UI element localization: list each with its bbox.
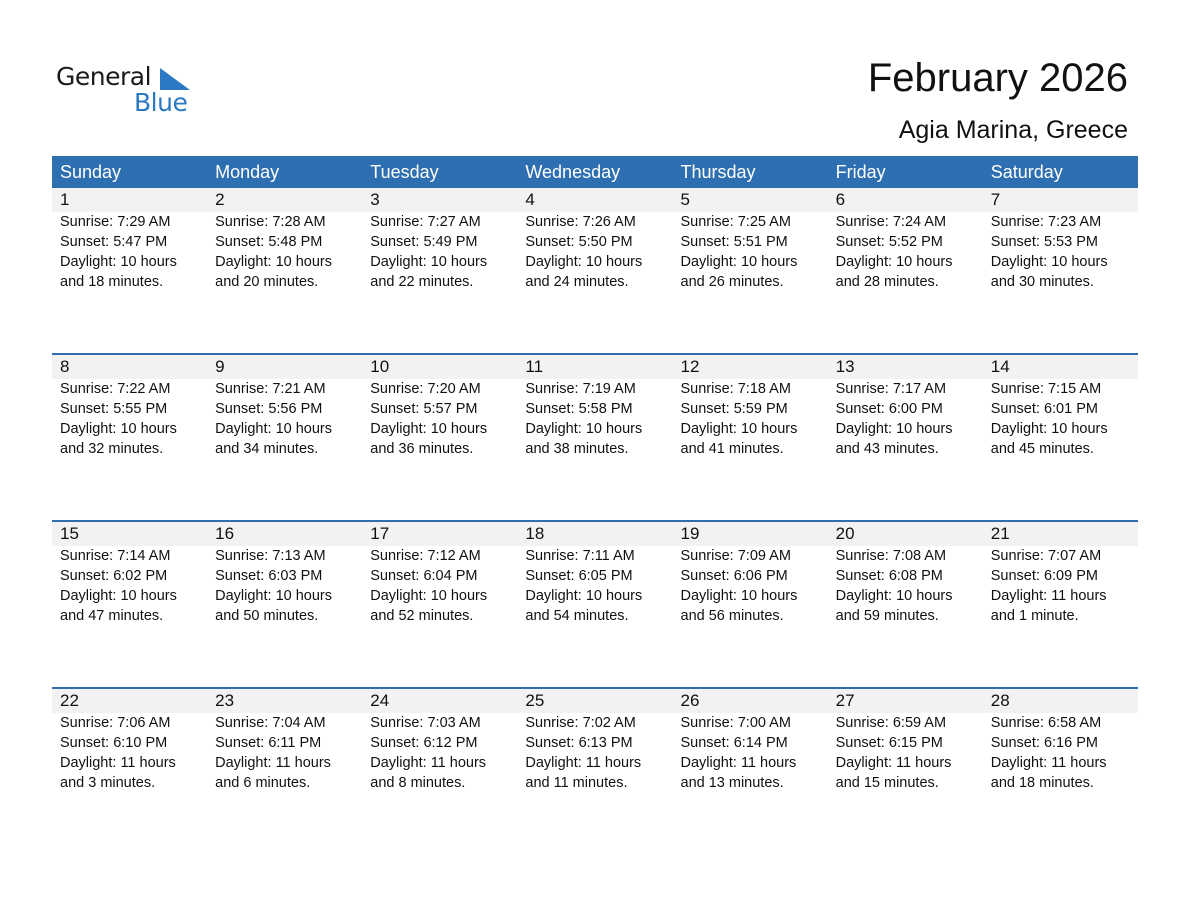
sunset-text: Sunset: 6:08 PM — [835, 568, 943, 584]
daylight-minutes-text: and 13 minutes. — [680, 775, 784, 791]
sunset-text: Sunset: 6:09 PM — [990, 568, 1098, 584]
day-cell — [362, 355, 517, 459]
sunset-text: Sunset: 6:10 PM — [60, 735, 168, 751]
brand-logo — [56, 64, 216, 124]
sunrise-text: Sunrise: 7:14 AM — [60, 548, 171, 564]
daylight-minutes-text: and 56 minutes. — [680, 608, 784, 624]
day-cell — [673, 522, 828, 626]
daylight-minutes-text: and 45 minutes. — [990, 441, 1094, 457]
daylight-minutes-text: and 36 minutes. — [370, 441, 474, 457]
daylight-text: Daylight: 10 hours — [60, 421, 177, 437]
daylight-minutes-text: and 22 minutes. — [370, 274, 474, 290]
day-number: 23 — [215, 691, 235, 710]
weekday-saturday: Saturday — [990, 162, 1063, 182]
sunset-text: Sunset: 6:02 PM — [60, 568, 168, 584]
day-number: 1 — [60, 190, 70, 209]
day-number: 16 — [215, 524, 235, 543]
sunrise-text: Sunrise: 7:27 AM — [370, 214, 481, 230]
day-cell — [207, 689, 362, 793]
sunset-text: Sunset: 5:57 PM — [370, 401, 478, 417]
daylight-text: Daylight: 10 hours — [680, 421, 798, 437]
sunset-text: Sunset: 6:06 PM — [680, 568, 788, 584]
sunrise-text: Sunrise: 7:25 AM — [680, 214, 791, 230]
day-cell — [362, 522, 517, 626]
day-cell — [517, 689, 672, 793]
daylight-text: Daylight: 10 hours — [370, 421, 488, 437]
location-subtitle: Agia Marina, Greece — [898, 116, 1128, 144]
sunset-text: Sunset: 5:56 PM — [215, 401, 323, 417]
day-number: 19 — [680, 524, 700, 543]
daylight-minutes-text: and 8 minutes. — [370, 775, 466, 791]
sunrise-text: Sunrise: 7:23 AM — [990, 214, 1102, 230]
sunset-text: Sunset: 6:03 PM — [215, 568, 323, 584]
day-cell — [983, 689, 1138, 793]
calendar-grid — [52, 156, 1138, 854]
sunset-text: Sunset: 6:12 PM — [370, 735, 478, 751]
daylight-text: Daylight: 10 hours — [680, 588, 798, 604]
daylight-text: Daylight: 11 hours — [680, 755, 797, 771]
daylight-minutes-text: and 41 minutes. — [680, 441, 784, 457]
daylight-minutes-text: and 20 minutes. — [215, 274, 319, 290]
week-cells — [52, 689, 1138, 793]
daylight-text: Daylight: 10 hours — [835, 421, 953, 437]
day-number: 26 — [680, 691, 700, 710]
sunrise-text: Sunrise: 7:08 AM — [835, 548, 947, 564]
day-cell — [52, 188, 207, 292]
sunset-text: Sunset: 6:05 PM — [525, 568, 633, 584]
day-cell — [517, 355, 672, 459]
sunrise-text: Sunrise: 7:20 AM — [370, 381, 481, 397]
day-cell — [983, 522, 1138, 626]
sunset-text: Sunset: 6:04 PM — [370, 568, 478, 584]
logo-word-blue: Blue — [134, 88, 188, 117]
sunrise-text: Sunrise: 7:28 AM — [215, 214, 326, 230]
day-number: 7 — [990, 190, 1001, 209]
daylight-minutes-text: and 34 minutes. — [215, 441, 319, 457]
sunset-text: Sunset: 5:47 PM — [60, 234, 168, 250]
daylight-text: Daylight: 10 hours — [835, 254, 953, 270]
daylight-text: Daylight: 10 hours — [525, 254, 643, 270]
daylight-text: Daylight: 10 hours — [990, 254, 1108, 270]
sunrise-text: Sunrise: 7:22 AM — [60, 381, 171, 397]
sunrise-text: Sunrise: 7:19 AM — [525, 381, 636, 397]
week-cells — [52, 355, 1138, 459]
daylight-text: Daylight: 10 hours — [525, 588, 643, 604]
sunset-text: Sunset: 5:52 PM — [835, 234, 943, 250]
sunrise-text: Sunrise: 7:17 AM — [835, 381, 947, 397]
day-cell — [673, 689, 828, 793]
sunset-text: Sunset: 6:11 PM — [215, 735, 322, 751]
daylight-minutes-text: and 30 minutes. — [990, 274, 1094, 290]
weekday-sunday: Sunday — [60, 162, 122, 182]
sunset-text: Sunset: 5:58 PM — [525, 401, 633, 417]
daylight-minutes-text: and 26 minutes. — [680, 274, 784, 290]
sunrise-text: Sunrise: 7:21 AM — [215, 381, 326, 397]
daylight-text: Daylight: 11 hours — [990, 755, 1107, 771]
week-row — [52, 687, 1138, 854]
sunrise-text: Sunrise: 7:04 AM — [215, 715, 326, 731]
logo-word-general: General — [56, 62, 152, 91]
daylight-text: Daylight: 10 hours — [60, 254, 177, 270]
daylight-minutes-text: and 28 minutes. — [835, 274, 939, 290]
sunrise-text: Sunrise: 7:12 AM — [370, 548, 481, 564]
sunset-text: Sunset: 5:55 PM — [60, 401, 168, 417]
day-number: 3 — [370, 190, 380, 209]
sunset-text: Sunset: 5:51 PM — [680, 234, 788, 250]
day-cell — [517, 522, 672, 626]
daylight-minutes-text: and 6 minutes. — [215, 775, 311, 791]
daylight-minutes-text: and 54 minutes. — [525, 608, 629, 624]
day-number: 28 — [990, 691, 1010, 710]
day-cell — [207, 522, 362, 626]
sunset-text: Sunset: 6:15 PM — [835, 735, 943, 751]
day-number: 5 — [680, 190, 690, 209]
daylight-minutes-text: and 1 minute. — [990, 608, 1079, 624]
sunrise-text: Sunrise: 7:29 AM — [60, 214, 171, 230]
sunset-text: Sunset: 6:13 PM — [525, 735, 633, 751]
daylight-text: Daylight: 10 hours — [215, 254, 332, 270]
daylight-minutes-text: and 15 minutes. — [835, 775, 939, 791]
page-title: February 2026 — [867, 56, 1128, 100]
day-cell — [517, 188, 672, 292]
sunrise-text: Sunrise: 6:58 AM — [990, 715, 1102, 731]
day-number: 22 — [60, 691, 79, 710]
day-cell — [362, 188, 517, 292]
weekday-monday: Monday — [215, 162, 280, 182]
day-cell — [828, 689, 983, 793]
day-cell — [207, 355, 362, 459]
day-cell — [828, 355, 983, 459]
sunrise-text: Sunrise: 7:26 AM — [525, 214, 636, 230]
week-cells — [52, 188, 1138, 292]
daylight-minutes-text: and 47 minutes. — [60, 608, 164, 624]
day-number: 24 — [370, 691, 390, 710]
weekday-friday: Friday — [835, 162, 886, 182]
day-number: 9 — [215, 357, 225, 376]
daylight-text: Daylight: 10 hours — [215, 588, 332, 604]
day-number: 20 — [835, 524, 855, 543]
sunrise-text: Sunrise: 7:09 AM — [680, 548, 791, 564]
day-cell — [983, 188, 1138, 292]
day-number: 18 — [525, 524, 545, 543]
sunset-text: Sunset: 6:16 PM — [990, 735, 1098, 751]
weeks-container — [52, 188, 1138, 854]
day-number: 11 — [525, 357, 544, 376]
daylight-text: Daylight: 11 hours — [525, 755, 642, 771]
sunset-text: Sunset: 5:49 PM — [370, 234, 478, 250]
day-cell — [362, 689, 517, 793]
week-row — [52, 520, 1138, 687]
weekday-tuesday: Tuesday — [370, 162, 439, 182]
sunrise-text: Sunrise: 7:06 AM — [60, 715, 171, 731]
sunrise-text: Sunrise: 7:24 AM — [835, 214, 947, 230]
daylight-text: Daylight: 11 hours — [990, 588, 1107, 604]
day-number: 8 — [60, 357, 70, 376]
sunset-text: Sunset: 5:50 PM — [525, 234, 633, 250]
day-cell — [52, 522, 207, 626]
day-number: 13 — [835, 357, 855, 376]
sunset-text: Sunset: 5:48 PM — [215, 234, 323, 250]
sunset-text: Sunset: 5:53 PM — [990, 234, 1098, 250]
daylight-minutes-text: and 32 minutes. — [60, 441, 164, 457]
daylight-minutes-text: and 11 minutes. — [525, 775, 628, 791]
daylight-text: Daylight: 11 hours — [370, 755, 487, 771]
week-row — [52, 188, 1138, 353]
weekday-header-row — [52, 156, 1138, 188]
day-number: 12 — [680, 357, 700, 376]
daylight-minutes-text: and 50 minutes. — [215, 608, 319, 624]
day-cell — [673, 188, 828, 292]
daylight-text: Daylight: 10 hours — [60, 588, 177, 604]
logo-triangle-icon — [160, 68, 190, 90]
sunrise-text: Sunrise: 7:07 AM — [990, 548, 1102, 564]
day-number: 27 — [835, 691, 855, 710]
sunrise-text: Sunrise: 7:02 AM — [525, 715, 636, 731]
sunset-text: Sunset: 5:59 PM — [680, 401, 788, 417]
weekday-wednesday: Wednesday — [525, 162, 621, 182]
daylight-minutes-text: and 18 minutes. — [990, 775, 1094, 791]
week-cells — [52, 522, 1138, 626]
daylight-text: Daylight: 10 hours — [215, 421, 332, 437]
sunrise-text: Sunrise: 6:59 AM — [835, 715, 947, 731]
sunrise-text: Sunrise: 7:18 AM — [680, 381, 791, 397]
day-number: 14 — [990, 357, 1010, 376]
daylight-text: Daylight: 10 hours — [370, 254, 488, 270]
day-cell — [673, 355, 828, 459]
sunrise-text: Sunrise: 7:15 AM — [990, 381, 1102, 397]
day-cell — [983, 355, 1138, 459]
day-number: 2 — [215, 190, 225, 209]
sunset-text: Sunset: 6:01 PM — [990, 401, 1098, 417]
daylight-text: Daylight: 10 hours — [680, 254, 798, 270]
daylight-text: Daylight: 11 hours — [60, 755, 176, 771]
day-number: 15 — [60, 524, 79, 543]
day-number: 6 — [835, 190, 846, 209]
sunset-text: Sunset: 6:00 PM — [835, 401, 943, 417]
day-number: 17 — [370, 524, 390, 543]
daylight-minutes-text: and 52 minutes. — [370, 608, 474, 624]
day-number: 10 — [370, 357, 390, 376]
day-number: 4 — [525, 190, 535, 209]
daylight-text: Daylight: 11 hours — [215, 755, 331, 771]
daylight-minutes-text: and 38 minutes. — [525, 441, 629, 457]
day-cell — [828, 188, 983, 292]
daylight-minutes-text: and 43 minutes. — [835, 441, 939, 457]
day-cell — [52, 355, 207, 459]
daylight-text: Daylight: 10 hours — [835, 588, 953, 604]
daylight-minutes-text: and 3 minutes. — [60, 775, 156, 791]
day-number: 25 — [525, 691, 545, 710]
day-cell — [828, 522, 983, 626]
sunrise-text: Sunrise: 7:00 AM — [680, 715, 791, 731]
daylight-minutes-text: and 59 minutes. — [835, 608, 939, 624]
sunrise-text: Sunrise: 7:13 AM — [215, 548, 326, 564]
daylight-minutes-text: and 18 minutes. — [60, 274, 164, 290]
day-cell — [52, 689, 207, 793]
day-number: 21 — [990, 524, 1010, 543]
sunrise-text: Sunrise: 7:03 AM — [370, 715, 481, 731]
sunset-text: Sunset: 6:14 PM — [680, 735, 788, 751]
daylight-text: Daylight: 10 hours — [990, 421, 1108, 437]
daylight-minutes-text: and 24 minutes. — [525, 274, 629, 290]
daylight-text: Daylight: 10 hours — [370, 588, 488, 604]
daylight-text: Daylight: 11 hours — [835, 755, 952, 771]
day-cell — [207, 188, 362, 292]
weekday-thursday: Thursday — [680, 162, 756, 182]
week-row — [52, 353, 1138, 520]
daylight-text: Daylight: 10 hours — [525, 421, 643, 437]
sunrise-text: Sunrise: 7:11 AM — [525, 548, 635, 564]
